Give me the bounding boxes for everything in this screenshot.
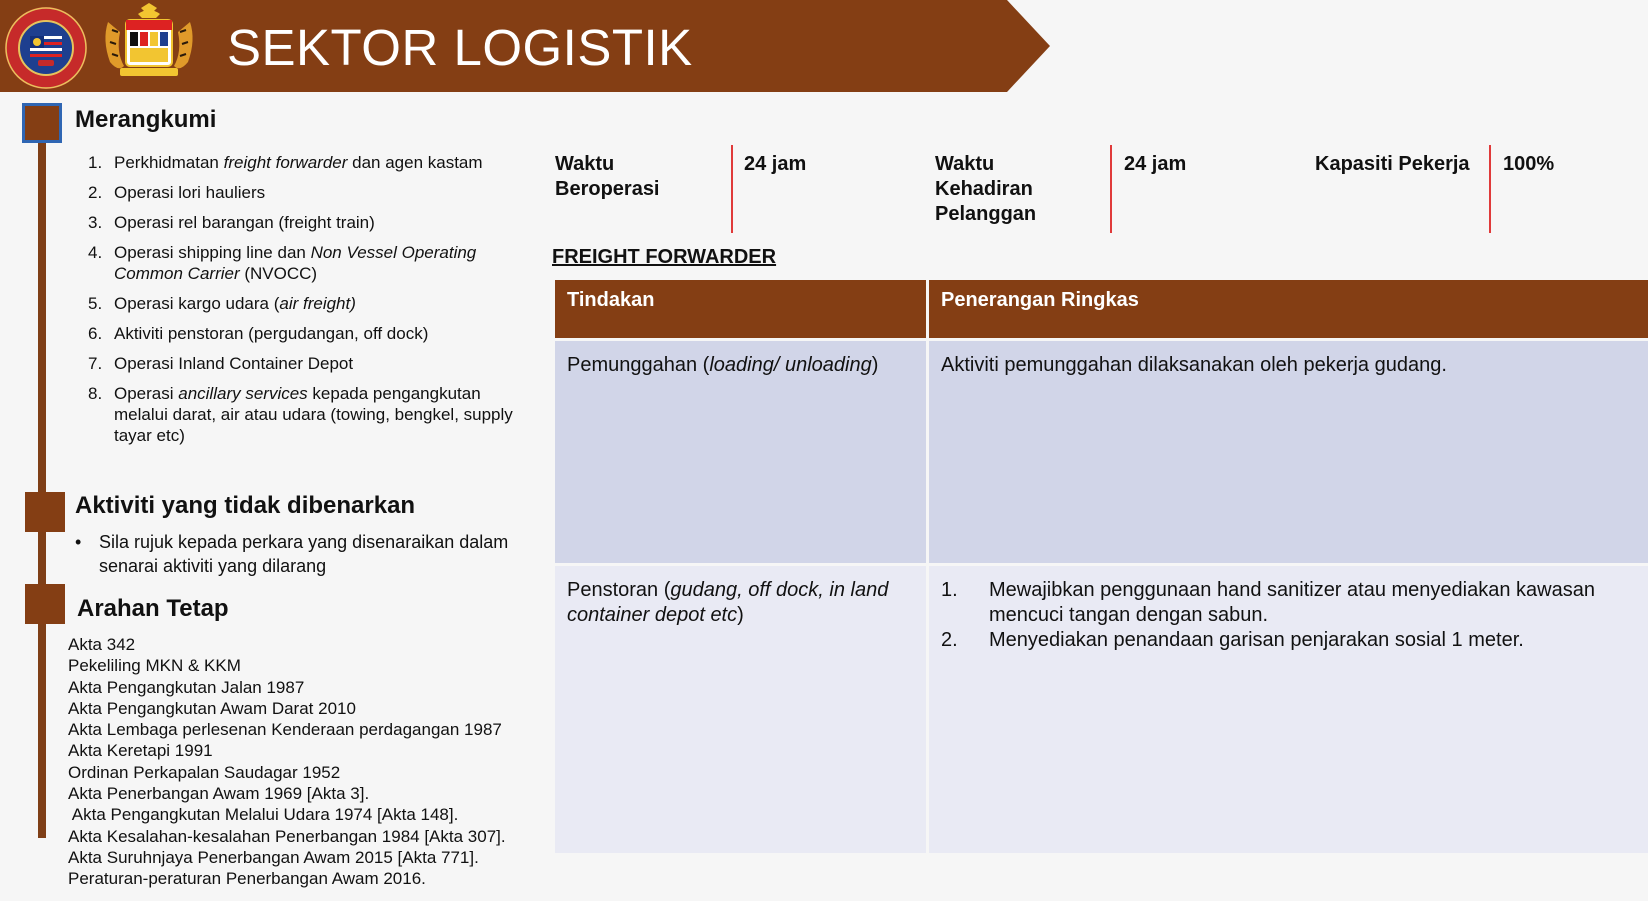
- list-item-text: [114, 354, 353, 373]
- italic-text: freight forwarder: [223, 153, 348, 172]
- list-item: Peraturan-peraturan Penerbangan Awam 2016.: [68, 869, 426, 889]
- list-item: [86, 242, 526, 284]
- text: (NVOCC): [239, 264, 318, 283]
- list-item-number: 4.: [88, 243, 103, 262]
- list-item: Pekeliling MKN & KKM: [68, 656, 241, 676]
- list-item: Akta Kesalahan-kesalahan Penerbangan 1984 [Akta 307].: [68, 826, 506, 846]
- list-item-number: 2.: [88, 183, 103, 202]
- freight-forwarder-heading: FREIGHT FORWARDER: [552, 246, 777, 268]
- list-item-text: Mewajibkan penggunaan hand sanitizer atau menyediakan kawasan mencuci tangan dengan sabun.: [989, 579, 1595, 626]
- nsc-logo-icon: [4, 6, 88, 90]
- info-separator: [1110, 145, 1112, 233]
- text: Penstoran (: [567, 579, 671, 601]
- text: Perkhidmatan: [114, 153, 224, 172]
- italic-text: Non Vessel Operating Common Carrier: [114, 243, 477, 283]
- text: ): [871, 354, 879, 376]
- coat-of-arms-icon: [94, 2, 204, 86]
- list-item-number: 1.: [941, 579, 958, 601]
- list-item-text: [114, 183, 265, 202]
- text: Operasi: [114, 384, 179, 403]
- list-item-text: [114, 243, 476, 283]
- timeline-node-orders: [25, 584, 65, 624]
- list-item: Akta Penerbangan Awam 1969 [Akta 3].: [68, 784, 370, 804]
- column-header-description: Penerangan Ringkas: [929, 280, 1648, 338]
- italic-text: ancillary services: [178, 384, 308, 403]
- text: Operasi lori hauliers: [114, 183, 266, 202]
- table-row: [555, 566, 1648, 853]
- list-item-number: 8.: [88, 384, 103, 403]
- list-item: Akta Pengangkutan Awam Darat 2010: [68, 698, 356, 718]
- list-item: Akta Lembaga perlesenan Kenderaan perdagangan 1987: [68, 720, 502, 740]
- list-item: [86, 323, 526, 344]
- italic-text: air freight): [279, 294, 356, 313]
- list-item-number: 7.: [88, 354, 103, 373]
- list-item-text: [114, 384, 513, 445]
- list-item: [86, 383, 526, 446]
- text: dan agen kastam: [347, 153, 483, 172]
- list-item: [941, 578, 1636, 628]
- table-header-row: [555, 280, 1648, 338]
- table-cell-description: Aktiviti pemunggahan dilaksanakan oleh pekerja gudang.: [929, 341, 1648, 563]
- list-item-text: [114, 324, 428, 343]
- info-separator: [1489, 145, 1491, 233]
- text: Pemunggahan (: [567, 354, 710, 376]
- worker-capacity-label: Kapasiti Pekerja: [1315, 153, 1470, 175]
- timeline-node-not-allowed: [25, 492, 65, 532]
- text: Operasi Inland Container Depot: [114, 354, 354, 373]
- list-item: [86, 212, 526, 233]
- steps-list: [941, 578, 1636, 653]
- list-item: Akta Pengangkutan Melalui Udara 1974 [Akta 148].: [68, 805, 459, 825]
- text: Operasi rel barangan (freight train): [114, 213, 375, 232]
- text: Aktiviti penstoran (pergudangan, off dock): [114, 324, 429, 343]
- list-item: Akta Keretapi 1991: [68, 741, 213, 761]
- info-separator: [731, 145, 733, 233]
- table-row: [555, 341, 1648, 563]
- scope-list: [86, 152, 526, 455]
- list-item: Akta 342: [68, 635, 136, 654]
- list-item-text: [114, 213, 375, 232]
- table-cell-action: [555, 341, 926, 563]
- list-item: Akta Pengangkutan Jalan 1987: [68, 677, 305, 697]
- bullet-icon: •: [75, 532, 82, 552]
- not-allowed-heading: Aktiviti yang tidak dibenarkan: [75, 492, 416, 519]
- list-item-number: 3.: [88, 213, 103, 232]
- worker-capacity-value: 100%: [1503, 153, 1555, 175]
- scope-heading: Merangkumi: [75, 106, 217, 133]
- list-item-text: [114, 294, 356, 313]
- list-item: Akta Suruhnjaya Penerbangan Awam 2015 [Akta 771].: [68, 847, 479, 867]
- list-item: [941, 628, 1636, 653]
- orders-heading: Arahan Tetap: [77, 595, 229, 622]
- list-item: [86, 293, 526, 314]
- list-item: [86, 182, 526, 203]
- text: ): [737, 604, 744, 626]
- customer-hours-label: Waktu Kehadiran Pelanggan: [935, 153, 1037, 225]
- customer-hours-value: 24 jam: [1124, 153, 1187, 175]
- timeline-node-scope: [22, 103, 62, 143]
- orders-list: [68, 634, 538, 890]
- timeline-bar: [38, 138, 46, 838]
- text: Operasi kargo udara (: [114, 294, 280, 313]
- not-allowed-text: Sila rujuk kepada perkara yang disenaraikan dalam senarai aktiviti yang dilarang: [99, 532, 509, 576]
- list-item-number: 2.: [941, 629, 958, 651]
- text: kepada pengangkutan melalui darat, air atau udara (towing, bengkel, supply tayar etc): [114, 384, 513, 445]
- operating-hours-label: Waktu Beroperasi: [555, 153, 660, 200]
- italic-text: loading/ unloading: [709, 354, 872, 376]
- list-item-number: 6.: [88, 324, 103, 343]
- table-cell-action: [555, 566, 926, 853]
- list-item-text: [114, 153, 483, 172]
- column-header-action: Tindakan: [555, 280, 926, 338]
- operating-hours-value: 24 jam: [744, 153, 807, 175]
- page-title: SEKTOR LOGISTIK: [227, 19, 693, 76]
- table-cell-description: [929, 566, 1648, 853]
- italic-text: gudang, off dock, in land container depot etc: [567, 579, 889, 626]
- list-item: Ordinan Perkapalan Saudagar 1952: [68, 762, 341, 782]
- list-item-number: 1.: [88, 153, 103, 172]
- list-item-number: 5.: [88, 294, 103, 313]
- list-item-text: Menyediakan penandaan garisan penjarakan sosial 1 meter.: [989, 629, 1524, 651]
- list-item: [86, 353, 526, 374]
- header-banner: [0, 0, 1050, 92]
- text: Operasi shipping line dan: [114, 243, 311, 262]
- list-item: [86, 152, 526, 173]
- not-allowed-item: [75, 530, 515, 578]
